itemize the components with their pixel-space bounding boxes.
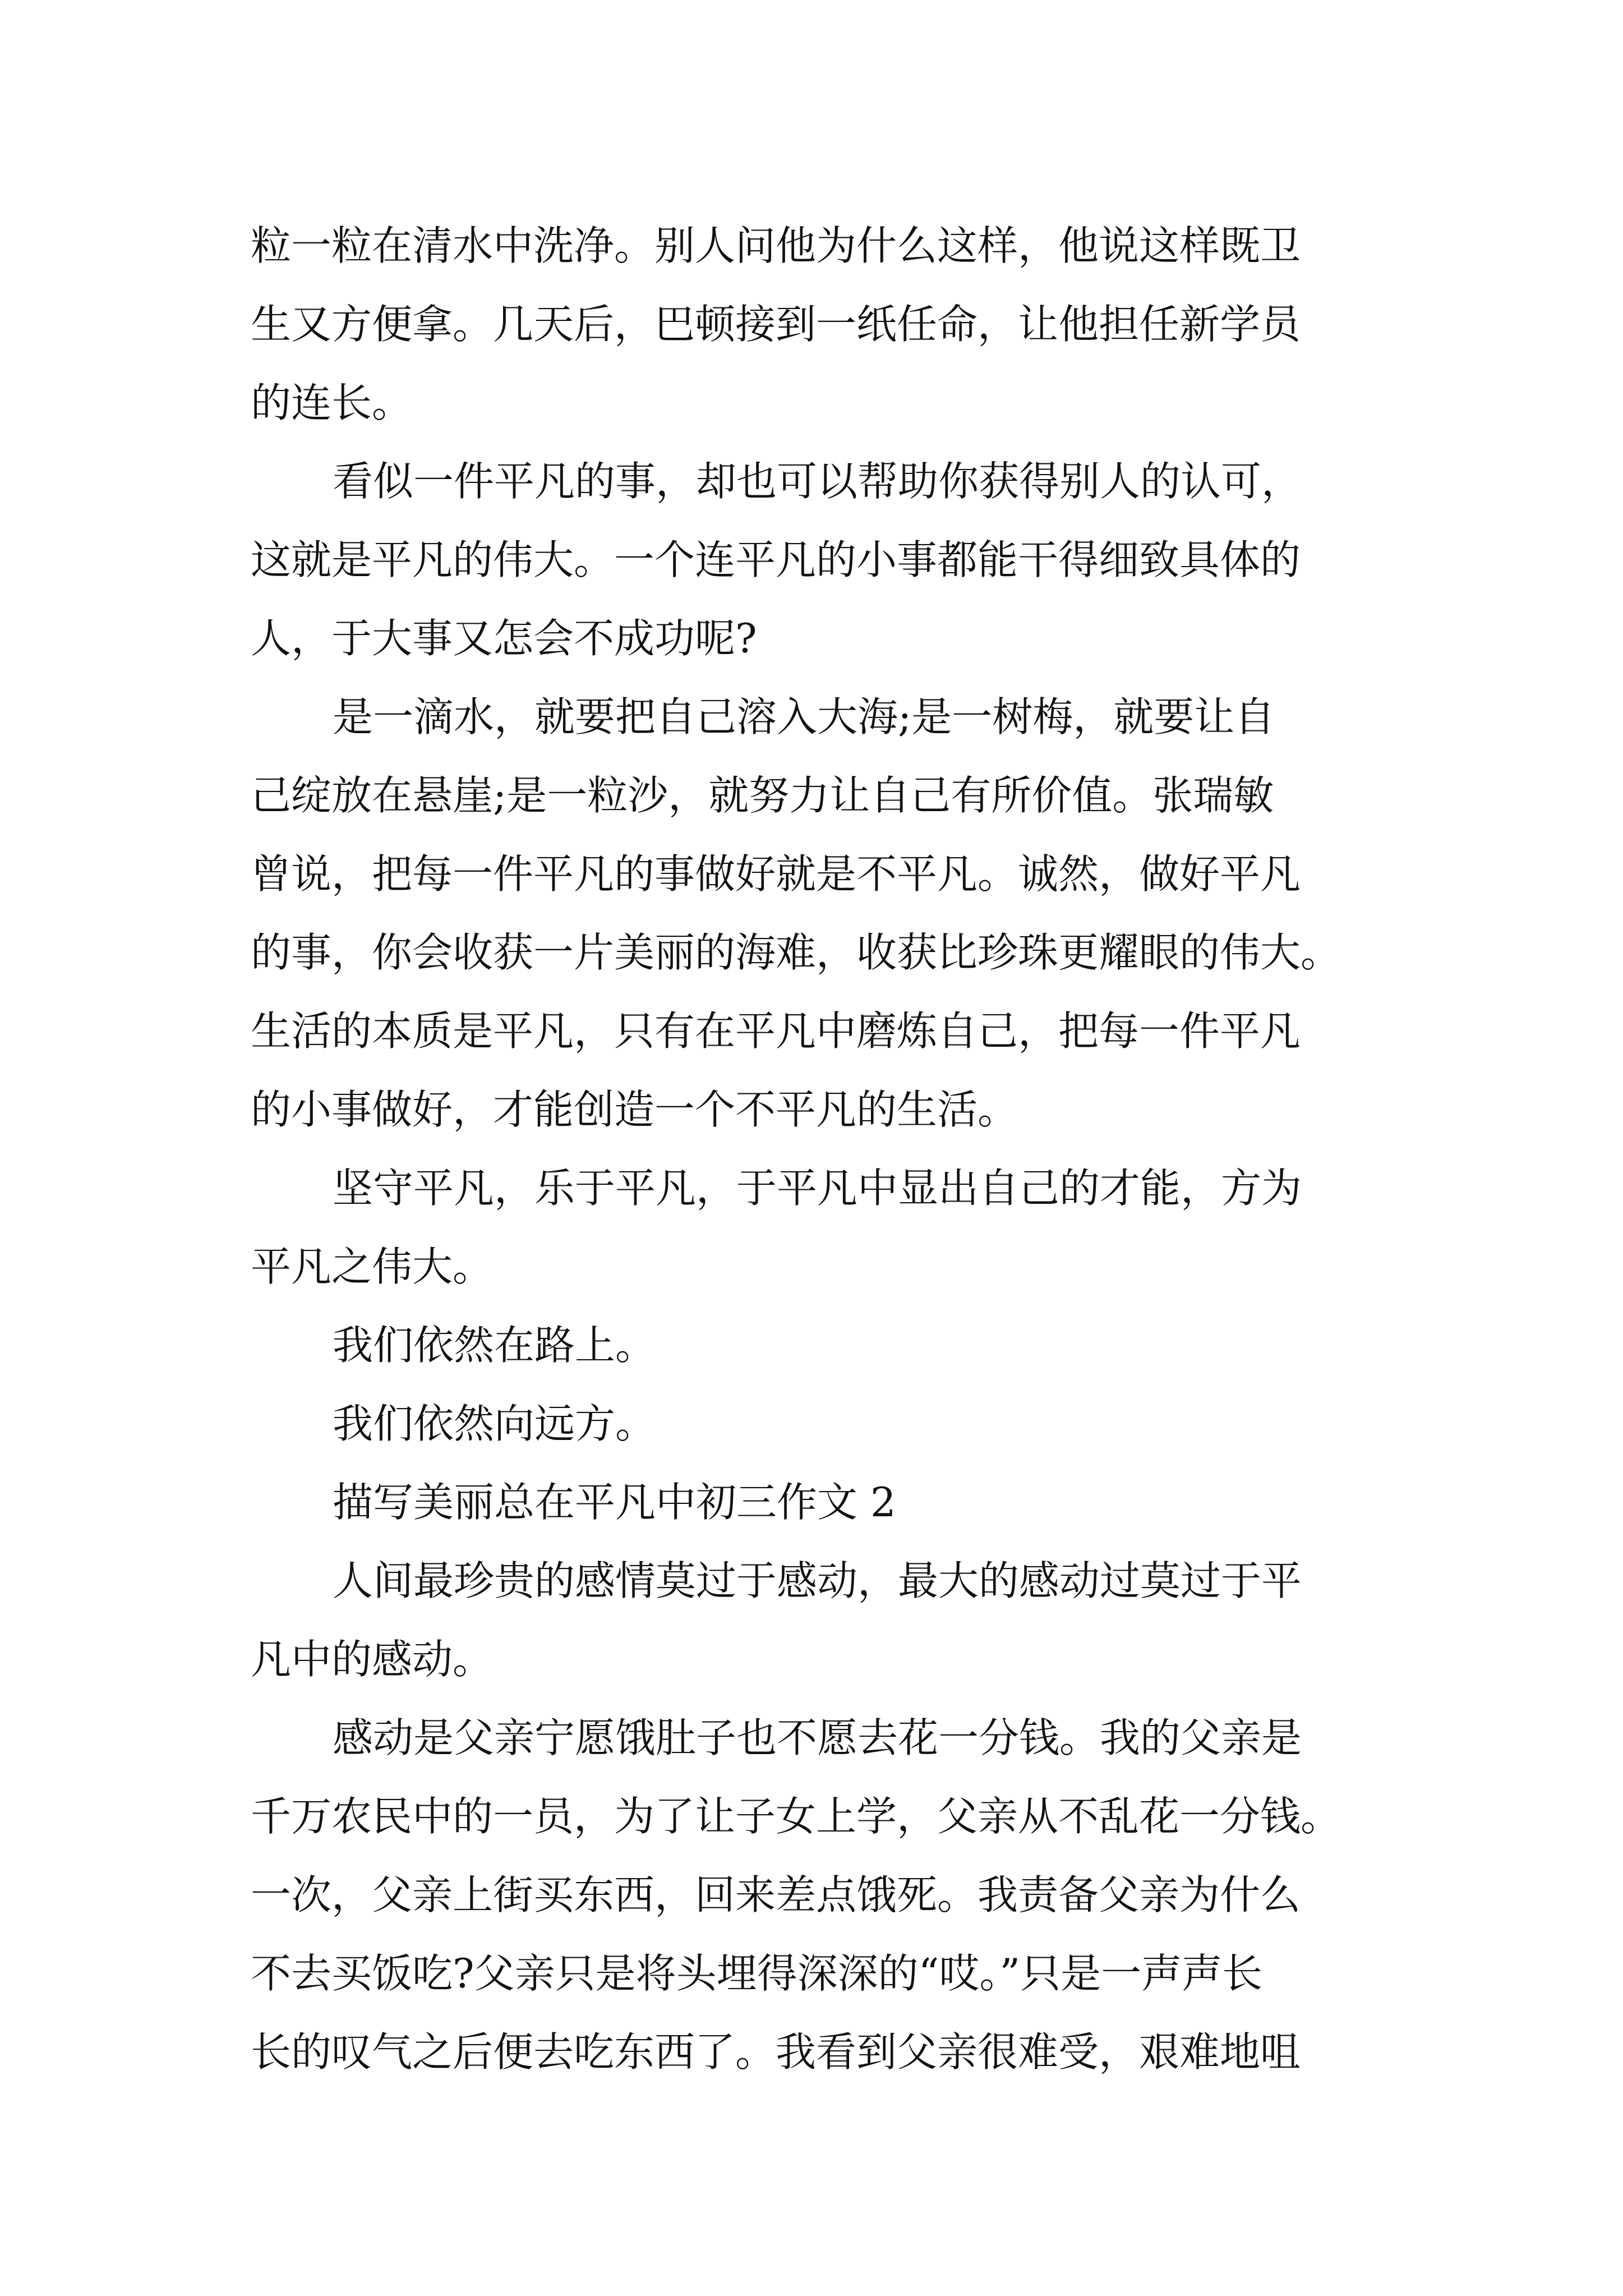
document-body [251,206,1389,2091]
text-line: 看似一件平凡的事，却也可以帮助你获得别人的认可， [333,458,1302,505]
text-line: 人间最珍贵的感情莫过于感动，最大的感动过莫过于平 [333,1557,1302,1604]
text-line: 粒一粒在清水中洗净。别人问他为什么这样，他说这样既卫 [251,222,1301,269]
text-line: 这就是平凡的伟大。一个连平凡的小事都能干得细致具体的 [251,536,1301,583]
text-line: 长的叹气之后便去吃东西了。我看到父亲很难受，艰难地咀 [251,2028,1301,2076]
text-line: 我们依然向远方。 [333,1400,656,1447]
text-line: 是一滴水，就要把自己溶入大海;是一树梅，就要让自 [333,693,1275,740]
text-line: 的事，你会收获一片美丽的海难，收获比珍珠更耀眼的伟大。 [251,929,1341,976]
text-line: 感动是父亲宁愿饿肚子也不愿去花一分钱。我的父亲是 [333,1714,1302,1761]
text-line: 凡中的感动。 [251,1636,494,1683]
text-line: 平凡之伟大。 [251,1243,494,1290]
text-line: 的小事做好，才能创造一个不平凡的生活。 [251,1086,1018,1133]
section-heading: 描写美丽总在平凡中初三作文 2 [333,1479,896,1526]
text-line: 坚守平凡，乐于平凡，于平凡中显出自己的才能，方为 [333,1165,1302,1212]
text-line: 人，于大事又怎会不成功呢? [251,615,757,662]
text-line: 生活的本质是平凡，只有在平凡中磨炼自己，把每一件平凡 [251,1007,1301,1055]
text-line: 不去买饭吃?父亲只是将头埋得深深的“哎。”只是一声声长 [251,1950,1263,1997]
text-line: 己绽放在悬崖;是一粒沙，就努力让自己有所价值。张瑞敏 [251,772,1274,819]
text-line: 我们依然在路上。 [333,1322,656,1369]
text-line: 的连长。 [251,379,413,426]
text-line: 生又方便拿。几天后，巴顿接到一纸任命，让他担任新学员 [251,301,1301,348]
text-line: 曾说，把每一件平凡的事做好就是不平凡。诚然，做好平凡 [251,850,1301,898]
text-line: 一次，父亲上街买东西，回来差点饿死。我责备父亲为什么 [251,1871,1301,1918]
text-line: 千万农民中的一员，为了让子女上学，父亲从不乱花一分钱。 [251,1793,1341,1840]
